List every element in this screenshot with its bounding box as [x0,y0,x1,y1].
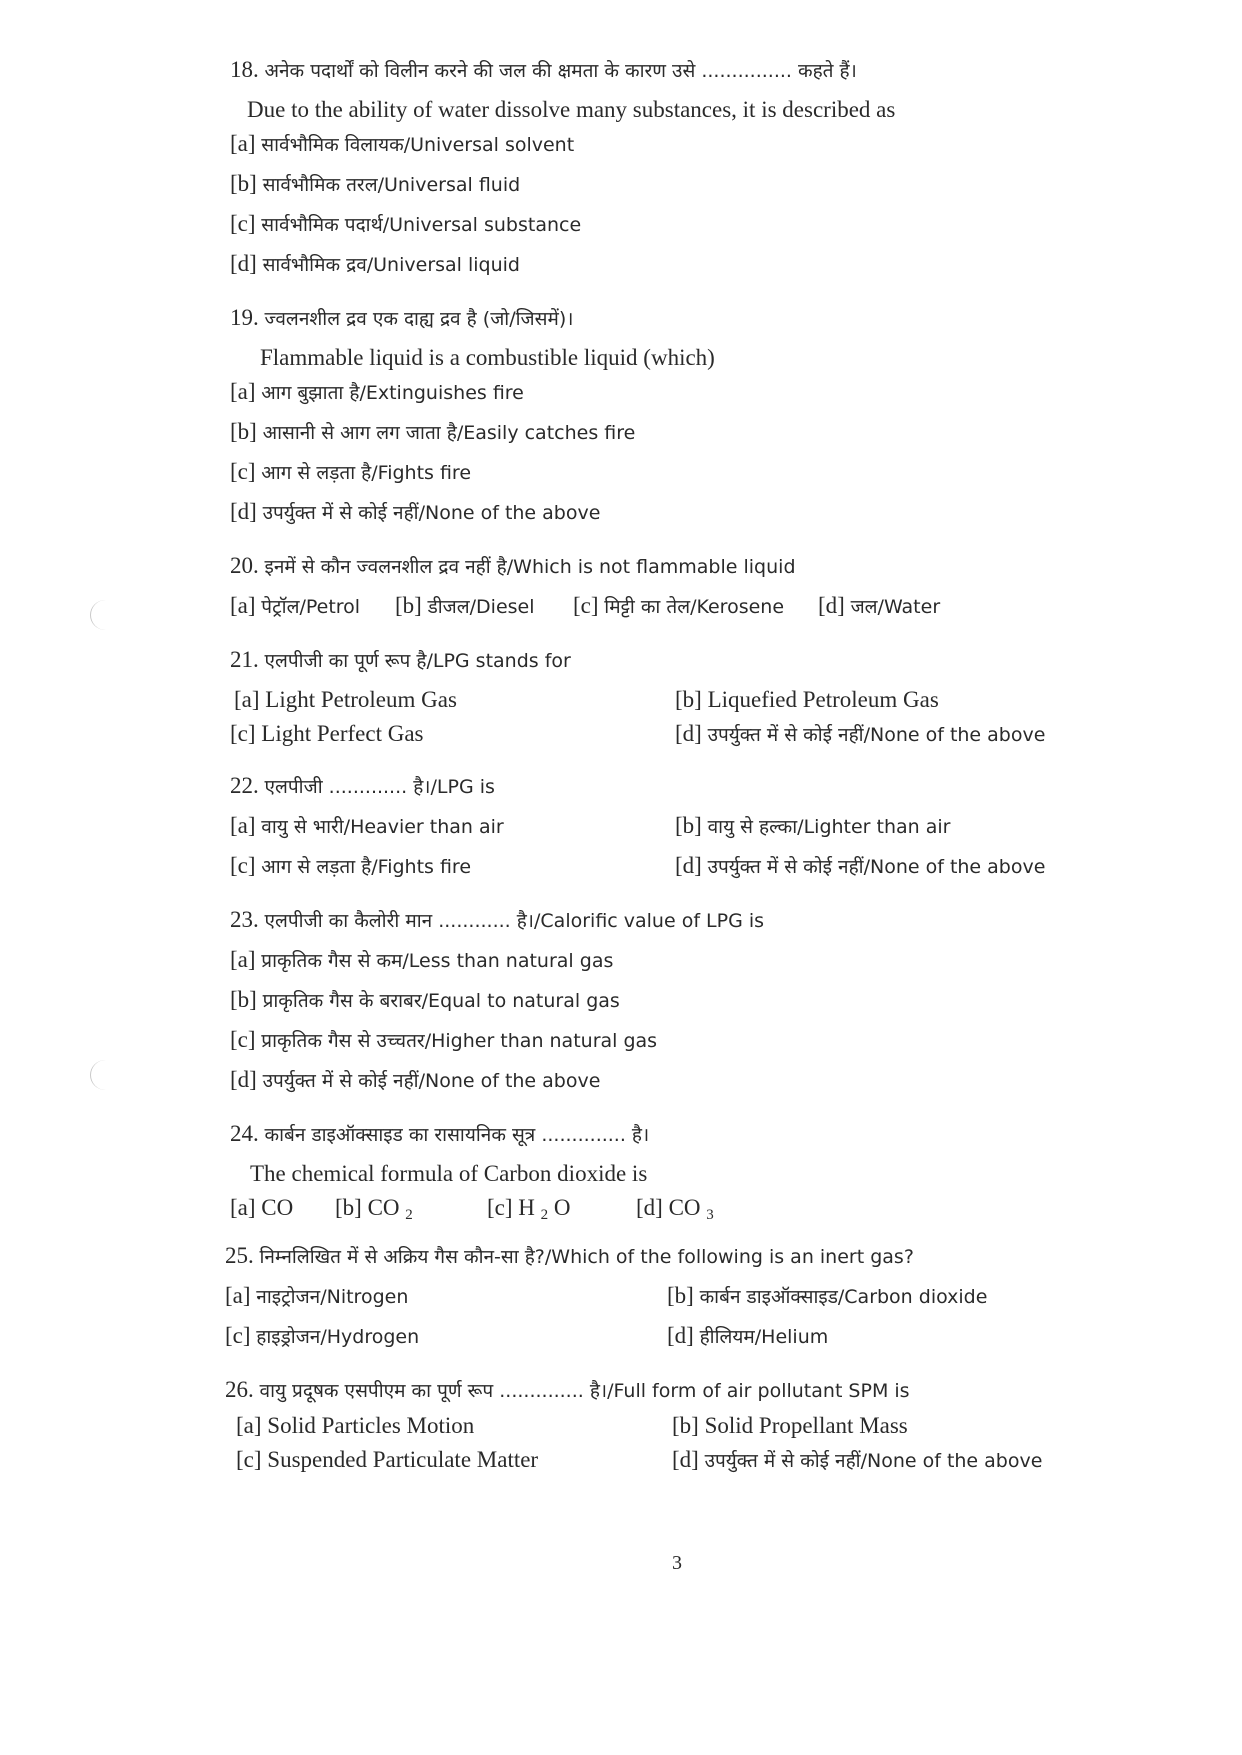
option-b: [b] आसानी से आग लग जाता है/Easily catches fire [230,419,636,444]
option-d: [d] उपर्युक्त में से कोई नहीं/None of the above [675,721,1046,746]
question-text-english: Due to the ability of water dissolve many substances, it is described as [247,97,896,122]
question-text-english: The chemical formula of Carbon dioxide is [250,1161,648,1186]
option-c: [c] सार्वभौमिक पदार्थ/Universal substance [230,211,582,236]
option-d: [d] सार्वभौमिक द्रव/Universal liquid [230,251,520,276]
option-b: [b] Solid Propellant Mass [672,1413,908,1438]
question-number: 25. [225,1243,254,1268]
question-number: 19. [230,305,259,330]
option-a: [a] पेट्रॉल/Petrol [230,593,361,618]
page-number: 3 [672,1552,682,1574]
question-number: 23. [230,907,259,932]
option-b: [b] सार्वभौमिक तरल/Universal fluid [230,171,521,196]
option-c: [c] Suspended Particulate Matter [236,1447,539,1472]
option-a: [a] वायु से भारी/Heavier than air [230,813,504,838]
question-number: 22. [230,773,259,798]
option-c: [c] हाइड्रोजन/Hydrogen [225,1323,420,1348]
option-c: [c] H $_2$ O [487,1195,571,1223]
option-d: [d] उपर्युक्त में से कोई नहीं/None of the above [672,1447,1043,1472]
question-text: निम्नलिखित में से अक्रिय गैस कौन-सा है?/Which of the following is an inert gas? [259,1246,914,1268]
option-a: [a] CO [230,1195,294,1220]
option-a: [a] Solid Particles Motion [236,1413,475,1438]
question-prompt [230,906,764,935]
option-c: [c] आग से लड़ता है/Fights fire [230,853,472,878]
option-d: [d] हीलियम/Helium [667,1323,829,1348]
question-text-hindi: ज्वलनशील द्रव एक दाह्य द्रव है (जो/जिसमें)। [264,308,574,330]
question-prompt [230,304,573,333]
option-b: [b] प्राकृतिक गैस के बराबर/Equal to natural gas [230,987,620,1012]
option-b: [b] कार्बन डाइऑक्साइड/Carbon dioxide [667,1283,988,1308]
option-a: [a] Light Petroleum Gas [234,687,457,712]
question-text: एलपीजी ............. है।/LPG is [264,776,495,798]
question-text: इनमें से कौन ज्वलनशील द्रव नहीं है/Which is not flammable liquid [264,556,796,578]
question-prompt [225,1242,914,1271]
question-text-hindi: अनेक पदार्थों को विलीन करने की जल की क्षमता के कारण उसे ............... कहते हैं। [264,60,857,82]
option-a: [a] नाइट्रोजन/Nitrogen [225,1283,409,1308]
question-prompt [230,772,495,801]
question-text: एलपीजी का कैलोरी मान ............ है।/Calorific value of LPG is [264,910,765,932]
option-d: [d] CO $_3$ [636,1195,714,1223]
question-number: 26. [225,1377,254,1402]
question-text: एलपीजी का पूर्ण रूप है/LPG stands for [264,650,571,672]
question-prompt [230,646,571,675]
question-text-english: Flammable liquid is a combustible liquid (which) [260,345,715,370]
question-text-hindi: कार्बन डाइऑक्साइड का रासायनिक सूत्र .............. है। [264,1124,650,1146]
punch-hole-mark [90,600,121,630]
question-number: 18. [230,57,259,82]
question-number: 24. [230,1121,259,1146]
question-number: 21. [230,647,259,672]
question-prompt [230,56,857,85]
option-c: [c] मिट्टी का तेल/Kerosene [573,593,785,618]
option-d: [d] उपर्युक्त में से कोई नहीं/None of the above [230,499,601,524]
punch-hole-mark [90,1060,121,1090]
question-number: 20. [230,553,259,578]
question-text: वायु प्रदूषक एसपीएम का पूर्ण रूप .............. है।/Full form of air pollutant SPM is [259,1380,910,1402]
option-b: [b] CO $_2$ [335,1195,413,1223]
option-a: [a] सार्वभौमिक विलायक/Universal solvent [230,131,575,156]
option-c: [c] प्राकृतिक गैस से उच्चतर/Higher than natural gas [230,1027,658,1052]
option-d: [d] जल/Water [818,593,941,618]
option-c: [c] Light Perfect Gas [230,721,424,746]
question-prompt [230,552,796,581]
question-prompt [225,1376,910,1405]
option-b: [b] वायु से हल्का/Lighter than air [675,813,951,838]
option-d: [d] उपर्युक्त में से कोई नहीं/None of the above [675,853,1046,878]
option-b: [b] डीजल/Diesel [395,593,535,618]
option-a: [a] आग बुझाता है/Extinguishes fire [230,379,524,404]
option-a: [a] प्राकृतिक गैस से कम/Less than natural gas [230,947,614,972]
option-d: [d] उपर्युक्त में से कोई नहीं/None of the above [230,1067,601,1092]
option-c: [c] आग से लड़ता है/Fights fire [230,459,472,484]
option-b: [b] Liquefied Petroleum Gas [675,687,939,712]
question-prompt [230,1120,649,1149]
